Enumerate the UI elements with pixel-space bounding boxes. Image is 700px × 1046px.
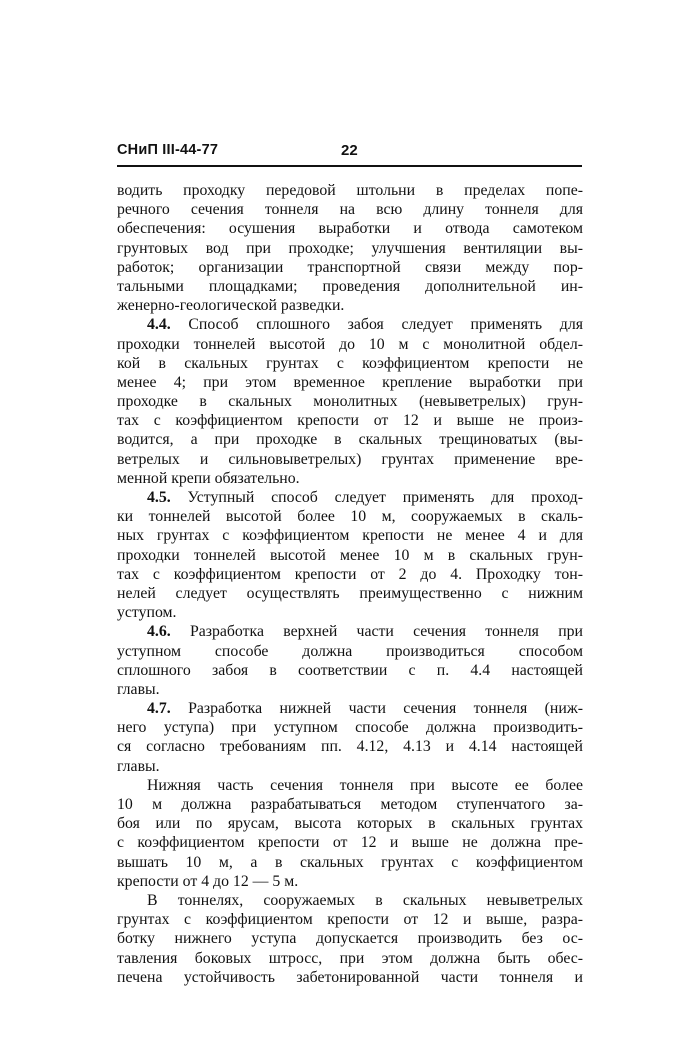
paragraph-tunnels xyxy=(117,891,583,987)
clause-number: 4.5. xyxy=(147,489,171,506)
text-line: 10 м должна разрабатываться методом ступенчатого за- xyxy=(117,796,583,813)
text-line: Нижняя часть сечения тоннеля при высоте ее более xyxy=(147,776,583,794)
text-line: проходке в скальных монолитных (невыветрелых) грун- xyxy=(117,393,583,411)
text-line: печена устойчивость забетонированной части тоннеля и xyxy=(117,968,583,986)
text-line: менее 4; при этом временное крепление выработки при xyxy=(117,373,583,391)
text-line: обеспечения: осушения выработки и отвода самотеком xyxy=(117,220,583,238)
text-line xyxy=(117,315,583,334)
text-line: с коэффициентом крепости от 12 и выше не должна пре- xyxy=(117,834,583,852)
clause-4-5 xyxy=(117,488,583,622)
document-code: СНиП III-44-77 xyxy=(117,142,219,158)
text-line: главы. xyxy=(117,757,160,775)
text-line: ботку нижнего уступа допускается производить без ос- xyxy=(117,930,583,948)
text-line: главы. xyxy=(117,680,160,698)
text-line: кой в скальных грунтах с коэффициентом крепости не xyxy=(117,354,583,372)
text-line xyxy=(117,488,583,507)
text-line: ветрелых и сильновыветрелых) грунтах применение вре- xyxy=(117,450,583,468)
text-line: проходки тоннелей высотой менее 10 м в скальных грун- xyxy=(117,546,583,564)
paragraph-continuation xyxy=(117,181,583,315)
clause-4-4 xyxy=(117,315,583,488)
text-line: него уступа) при уступном способе должна производить- xyxy=(117,719,583,737)
text-line: ных грунтах с коэффициентом крепости не менее 4 и для xyxy=(117,527,583,545)
text-line: В тоннелях, сооружаемых в скальных невыветрелых xyxy=(147,891,583,909)
text-line: тах с коэффициентом крепости от 2 до 4. Проходку тон- xyxy=(117,565,583,583)
text-line: уступом. xyxy=(117,604,177,622)
text-line xyxy=(117,622,583,641)
text-line: ки тоннелей высотой более 10 м, сооружаемых в скаль- xyxy=(117,508,583,526)
page-header xyxy=(117,142,582,164)
text-line xyxy=(117,699,583,718)
clause-text: Способ сплошного забоя следует применять для xyxy=(170,316,583,334)
text-line: сплошного забоя в соответствии с п. 4.4 настоящей xyxy=(117,661,583,679)
text-line: нелей следует осуществлять преимущественно с нижним xyxy=(117,584,583,602)
header-divider xyxy=(117,165,582,167)
clause-text: Разработка верхней части сечения тоннеля при xyxy=(170,623,583,641)
clause-text: Разработка нижней части сечения тоннеля (ниж- xyxy=(170,700,583,718)
text-line: тавления боковых штросс, при этом должна быть обес- xyxy=(117,949,583,967)
text-line: водится, а при проходке в скальных трещиноватых (вы- xyxy=(117,431,583,449)
text-line: вышать 10 м, а в скальных грунтах с коэффициентом xyxy=(117,853,583,871)
text-line: женерно-геологической разведки. xyxy=(117,297,345,315)
text-line: уступном способе должна производиться способом xyxy=(117,642,583,660)
text-line: тах с коэффициентом крепости от 12 и выше не произ- xyxy=(117,412,583,430)
text-line: тальными площадками; проведения дополнительной ин- xyxy=(117,277,583,295)
paragraph-lower-part xyxy=(117,776,583,891)
page-number: 22 xyxy=(341,142,358,159)
text-line: крепости от 4 до 12 — 5 м. xyxy=(117,872,299,890)
clause-4-6 xyxy=(117,622,583,699)
text-line: ся согласно требованиям пп. 4.12, 4.13 и 4.14 настоящей xyxy=(117,738,583,756)
clause-4-7 xyxy=(117,699,583,776)
text-line: речного сечения тоннеля на всю длину тоннеля для xyxy=(117,201,583,219)
text-line: работок; организации транспортной связи между пор- xyxy=(117,258,583,276)
text-line: менной крепи обязательно. xyxy=(117,469,300,487)
clause-number: 4.4. xyxy=(147,316,171,334)
clause-number: 4.7. xyxy=(147,700,171,718)
clause-text: Уступный способ следует применять для проход- xyxy=(170,489,583,506)
body-text xyxy=(117,181,583,987)
text-line: водить проходку передовой штольни в пределах попе- xyxy=(117,182,583,199)
text-line: грунтовых вод при проходке; улучшения вентиляции вы- xyxy=(117,239,583,257)
clause-number: 4.6. xyxy=(147,623,171,641)
text-line: проходки тоннелей высотой до 10 м с монолитной обдел- xyxy=(117,335,583,353)
text-line: боя или по ярусам, высота которых в скальных грунтах xyxy=(117,815,583,833)
text-line: грунтах с коэффициентом крепости от 12 и выше, разра- xyxy=(117,911,583,929)
